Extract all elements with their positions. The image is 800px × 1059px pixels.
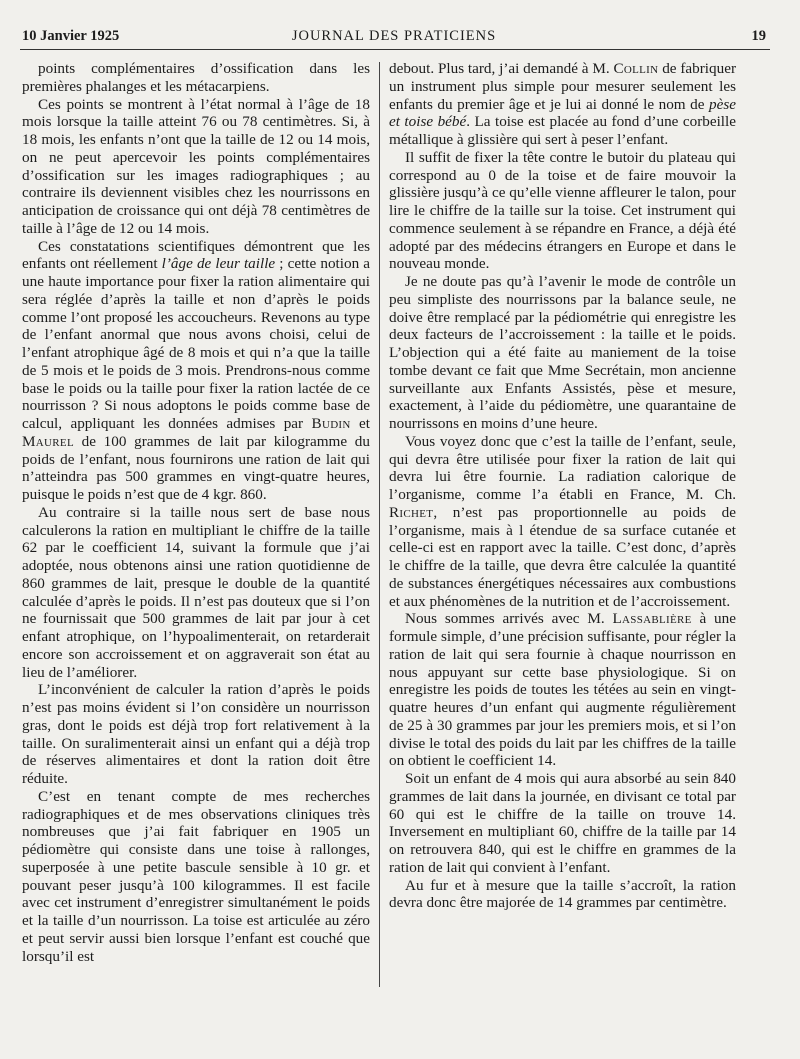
issue-date: 10 Janvier 1925 bbox=[22, 28, 120, 44]
author-name: Lassablière bbox=[612, 610, 692, 628]
page-number: 19 bbox=[751, 28, 766, 44]
running-header bbox=[22, 28, 766, 48]
emphasis-text: pèse et toise bébé bbox=[389, 95, 736, 131]
paragraph bbox=[389, 610, 736, 770]
paragraph bbox=[389, 433, 736, 611]
paragraph bbox=[389, 877, 736, 913]
text-run: de 100 grammes de lait par kilogramme du poids de l’enfant, nous fournirons une ration de lait qui n’atteindra pas 500 grammes en vingt-quatre heures, puisque le poids n’est que de 4 kgr. 860. bbox=[22, 432, 370, 503]
paragraph bbox=[389, 273, 736, 433]
text-run: Au fur et à mesure que la taille s’accroît, la ration devra donc être majorée de 14 grammes par centimètre. bbox=[389, 876, 736, 912]
text-run: Ces points se montrent à l’état normal à l’âge de 18 mois lorsque la taille atteint 76 ou 78 centimètres. Si, à 18 mois, les enfants n’ont que la taille de 12 ou 14 mois, on ne peut apercevoir les points complémentaires d’ossification sur les images radiographiques ; au contraire ils deviennent visibles chez les nourrissons en anticipation de croissance qui ont déjà 78 centimètres de taille à l’âge de 12 ou 14 mois. bbox=[22, 95, 370, 237]
text-run: à une formule simple, d’une précision suffisante, pour régler la ration de lait qui sera fournie à chaque nourrisson en nous appuyant sur cette base physiologique. Si on enregistre les poids de toutes les tétées au sein en vingt-quatre heures d’un enfant qui augmente régulièrement de 25 à 30 grammes par jour les premiers mois, et si l’on divise le total des poids du lait par les chiffres de la taille on obtient le coefficient 14. bbox=[389, 610, 736, 770]
text-run: Ces constatations scientifiques démontrent que les enfants ont réellement bbox=[22, 237, 370, 273]
text-run: C’est en tenant compte de mes recherches radiographiques et de mes observations cliniques très nombreuses que j’ai fait fabriquer en 1905 un pédiomètre qui consiste dans une toise à rallonges, superposée à une petite bascule sensible à 10 gr. et pouvant peser jusqu’à 100 kilogrammes. Il est facile avec cet instrument d’enregistrer simultanément le poids et la taille d’un nourrisson. La toise est articulée au zéro et peut servir aussi bien lorsque l’enfant est couché que lorsqu’il est bbox=[22, 787, 370, 965]
paragraph bbox=[22, 681, 370, 788]
paragraph bbox=[22, 238, 370, 504]
right-column bbox=[389, 60, 736, 995]
text-run: Je ne doute pas qu’à l’avenir le mode de contrôle un peu simpliste des nourrissons par la balance seule, ne doive être remplacé par la pédiométrie qui enregistre les deux facteurs de l’accroissement : la taille et le poids. L’objection qui a été faite au maniement de la toise tombe devant ce fait que Mme Secrétain, mon ancienne surveillante aux Enfants Assistés, pèse et mesure, exactement, à l’aide du pédiomètre, une quarantaine de nourrissons en moins d’une heure. bbox=[389, 273, 736, 432]
paragraph bbox=[22, 504, 370, 682]
paragraph bbox=[22, 788, 370, 966]
text-run: L’inconvénient de calculer la ration d’après le poids n’est pas moins évident si l’on considère un nourrisson gras, dont le poids est déjà trop fort relativement à la taille. On suralimenterait ainsi un enfant qui a déjà trop de réserves alimentaires et dont la ration doit être réduite. bbox=[22, 681, 370, 787]
paragraph bbox=[22, 96, 370, 238]
column-divider bbox=[379, 62, 380, 987]
text-run: Il suffit de fixer la tête contre le butoir du plateau qui correspond au 0 de la toise et de faire mouvoir la glissière jusqu’à ce qu’elle vienne affleurer le talon, pour lire le chiffre de la taille sur la toise. Cet instrument qui commence seulement à se répandre en France, a déjà été adopté par des médecins étrangers en Europe et dans le nouveau monde. bbox=[389, 148, 736, 273]
text-run: . La toise est placée au fond d’une corbeille métallique à glissière qui sert à peser l’enfant. bbox=[389, 113, 736, 148]
text-run: , n’est pas proportionnelle au poids de l’organisme, mais à l étendue de sa surface cutanée et celle-ci est en rapport avec la taille. C’est donc, d’après le chiffre de la taille, que devra être calculée la quantité de substances énergétiques nécessaires aux combustions et aux phénomènes de la nutrition et de l’accroissement. bbox=[389, 503, 736, 610]
author-name: Budin bbox=[311, 415, 351, 432]
text-run: Au contraire si la taille nous sert de base nous calculerons la ration en multipliant le chiffre de la taille 62 par le coefficient 14, suivant la formule que j’ai adoptée, nous obtenons ainsi une ration quotidienne de 860 grammes de lait, presque le double de la quantité calculée d’après le poids. Il n’est pas douteux que si l’on ne fournissait que 500 grammes de lait par jour à cet enfant atrophique, on l’hypoalimenterait, on retarderait encore son accroissement et on aggraverait son état au lieu de l’améliorer. bbox=[22, 503, 370, 681]
paragraph bbox=[389, 770, 736, 877]
text-run: Soit un enfant de 4 mois qui aura absorbé au sein 840 grammes de lait dans la journée, en divisant ce total par 60 qui est le chiffre de la taille on trouve 14. Inversement en multipliant 60, chiffre de la taille par 14 on retrouvera 840, qui est le chiffre en grammes de la ration de lait qui convient à l’enfant. bbox=[389, 770, 736, 876]
text-run: Vous voyez donc que c’est la taille de l’enfant, seule, qui devra être utilisée pour fixer la ration de lait qui devra lui être fournie. La radiation calorique de l’organisme, comme l’a établi en France, M. Ch. bbox=[389, 432, 736, 503]
text-run: points complémentaires d’ossification dans les premières phalanges et les métacarpiens. bbox=[22, 60, 370, 95]
left-column bbox=[22, 60, 370, 995]
text-run: de fabriquer un instrument plus simple pour mesurer seulement les enfants du premier âge et je lui ai donné le nom de bbox=[389, 60, 736, 113]
text-run: et bbox=[350, 415, 370, 432]
text-run: debout. Plus tard, j’ai demandé à M. bbox=[389, 60, 614, 77]
emphasis-text: l’âge de leur taille bbox=[161, 255, 276, 273]
author-name: Collin bbox=[613, 60, 659, 77]
paragraph bbox=[389, 60, 736, 149]
text-run: ; cette notion a une haute importance pour fixer la ration alimentaire qui sera réglée d’après la taille et non d’après le poids comme l’ont proposé les accoucheurs. Revenons au type de l’enfant anormal que nous avons choisi, celui de l’enfant atrophique âgé de 8 mois et qui n’a que la taille de 5 mois et le poids de 3 mois. Prendrons-nous comme base le poids ou la taille pour fixer la ration lactée de ce nourrisson ? Si nous adoptons le poids comme base de calcul, appliquant les données admises par bbox=[22, 255, 370, 432]
paragraph bbox=[389, 149, 736, 273]
paragraph bbox=[22, 60, 370, 96]
text-run: Nous sommes arrivés avec M. bbox=[405, 610, 613, 628]
header-rule bbox=[20, 49, 770, 50]
journal-title: JOURNAL DES PRATICIENS bbox=[291, 28, 497, 44]
author-name: Maurel bbox=[22, 432, 74, 450]
author-name: Richet bbox=[389, 503, 434, 521]
